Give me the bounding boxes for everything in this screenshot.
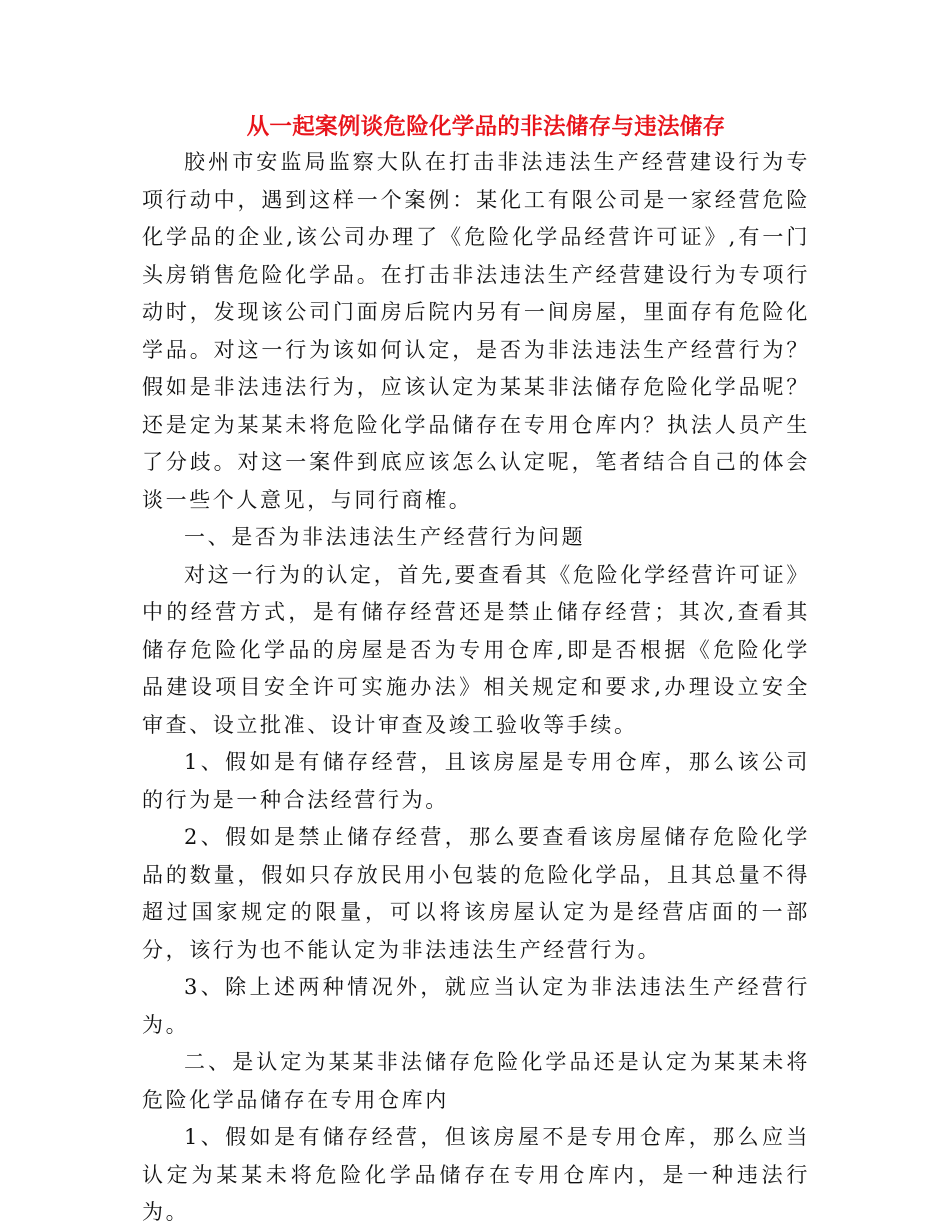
paragraph-point-3: 3、除上述两种情况外，就应当认定为非法违法生产经营行为。	[142, 975, 810, 1037]
section-heading-1: 一、是否为非法违法生产经营行为问题	[184, 525, 586, 549]
document-title: 从一起案例谈危险化学品的非法储存与违法储存	[246, 114, 726, 140]
paragraph-section-1-body: 对这一行为的认定，首先,要查看其《危险化学经营许可证》中的经营方式，是有储存经营还是禁止储存经营；其次,查看其储存危险化学品的房屋是否为专用仓库,即是否根据《危险化学品建设项目安全许可实施办法》相关规定和要求,办理设立安全审查、设立批准、设计审查及竣工验收等手续。	[142, 562, 810, 737]
paragraph-point-1: 1、假如是有储存经营，且该房屋是专用仓库，那么该公司的行为是一种合法经营行为。	[142, 750, 810, 812]
section-heading-2: 二、是认定为某某非法储存危险化学品还是认定为某某未将危险化学品储存在专用仓库内	[142, 1050, 810, 1112]
paragraph-point-2: 2、假如是禁止储存经营，那么要查看该房屋储存危险化学品的数量，假如只存放民用小包装的危险化学品，且其总量不得超过国家规定的限量，可以将该房屋认定为是经营店面的一部分，该行为也不能认定为非法违法生产经营行为。	[142, 825, 810, 962]
paragraph-section-2-point-1: 1、假如是有储存经营，但该房屋不是专用仓库，那么应当认定为某某未将危险化学品储存在专用仓库内，是一种违法行为。	[142, 1125, 810, 1224]
paragraph-intro: 胶州市安监局监察大队在打击非法违法生产经营建设行为专项行动中，遇到这样一个案例：某化工有限公司是一家经营危险化学品的企业,该公司办理了《危险化学品经营许可证》,有一门头房销售危险化学品。在打击非法违法生产经营建设行为专项行动时，发现该公司门面房后院内另有一间房屋，里面存有危险化学品。对这一行为该如何认定，是否为非法违法生产经营行为？假如是非法违法行为，应该认定为某某非法储存危险化学品呢？还是定为某某未将危险化学品储存在专用仓库内？执法人员产生了分歧。对这一案件到底应该怎么认定呢，笔者结合自己的体会谈一些个人意见，与同行商榷。	[142, 150, 810, 512]
